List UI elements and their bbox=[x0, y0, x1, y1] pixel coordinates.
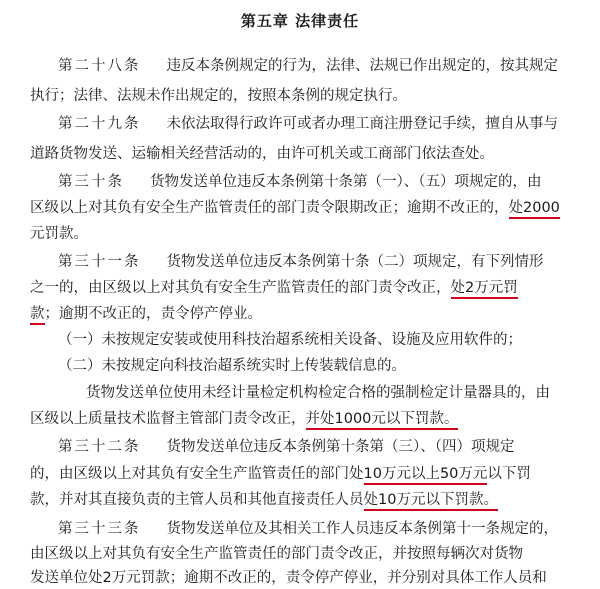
text-line bbox=[30, 408, 458, 430]
text-segment: 货物发送单位及其相关工作人员违反本条例第十一条规定的， bbox=[166, 521, 558, 537]
highlighted-penalty: 处2000 bbox=[509, 200, 560, 219]
text-line: （一）未按规定安装或使用科技治超系统相关设备、设施及应用软件的； bbox=[58, 332, 522, 348]
highlighted-penalty: 处10万元以下罚款。 bbox=[364, 492, 498, 511]
article-number: 第三十一条 bbox=[58, 254, 141, 270]
text-line bbox=[30, 463, 531, 485]
text-line: 执行；法律、法规未作出规定的，按照本条例的规定执行。 bbox=[30, 88, 407, 104]
article-number: 第三十二条 bbox=[58, 439, 141, 455]
highlighted-penalty: 款 bbox=[30, 306, 45, 325]
text-segment: 货物发送单位违反本条例第十条第（三）、（四）项规定 bbox=[166, 439, 515, 455]
text-line bbox=[30, 303, 262, 325]
chapter-title: 第五章 法律责任 bbox=[240, 12, 360, 30]
article-number: 第二十八条 bbox=[58, 58, 141, 74]
text-segment: 货物发送单位违反本条例第十条第（一）、（五）项规定的，由 bbox=[150, 174, 542, 190]
text-segment: 的，由区级以上对其负有安全生产监管责任的部门处 bbox=[30, 466, 364, 482]
text-segment: 以下罚 bbox=[487, 466, 531, 482]
text-line bbox=[58, 55, 558, 77]
highlighted-penalty: 并处1000元以下罚款。 bbox=[306, 411, 459, 430]
text-line bbox=[58, 518, 558, 540]
text-line bbox=[58, 436, 515, 458]
text-segment: 款，并对其直接负责的主管人员和其他直接责任人员 bbox=[30, 492, 364, 508]
text-line bbox=[58, 251, 544, 273]
text-segment: 区级以上对其负有安全生产监管责任的部门责令限期改正；逾期不改正的， bbox=[30, 200, 509, 216]
text-segment: 之一的，由区级以上对其负有安全生产监管责任的部门责令改正， bbox=[30, 280, 451, 296]
article-number: 第三十条 bbox=[58, 174, 124, 190]
text-line bbox=[30, 197, 560, 219]
text-line: （二）未按规定向科技治超系统实时上传装载信息的。 bbox=[58, 358, 406, 374]
text-line bbox=[58, 171, 542, 193]
text-line: 由区级以上对其负有安全生产监管责任的部门责令改正，并按照每辆次对货物 bbox=[30, 546, 523, 562]
text-segment: 货物发送单位违反本条例第十条（二）项规定，有下列情形 bbox=[166, 254, 544, 270]
text-line: 道路货物发送、运输相关经营活动的，由许可机关或工商部门依法查处。 bbox=[30, 146, 494, 162]
text-line: 发送单位处2万元罚款；逾期不改正的，责令停产停业，并分别对具体工作人员和 bbox=[30, 570, 547, 586]
highlighted-penalty: 处2万元罚 bbox=[451, 280, 518, 299]
text-line bbox=[58, 113, 558, 135]
text-segment: 违反本条例规定的行为，法律、法规已作出规定的，按其规定 bbox=[166, 58, 558, 74]
text-segment: ；逾期不改正的，责令停产停业。 bbox=[44, 306, 262, 322]
article-number: 第二十九条 bbox=[58, 116, 141, 132]
text-line: 货物发送单位使用未经计量检定机构检定合格的强制检定计量器具的，由 bbox=[86, 385, 550, 401]
text-segment: 未依法取得行政许可或者办理工商注册登记手续，擅自从事与 bbox=[166, 116, 558, 132]
article-number: 第三十三条 bbox=[58, 521, 141, 537]
text-segment: 区级以上质量技术监督主管部门责令改正， bbox=[30, 411, 306, 427]
text-line: 元罚款。 bbox=[30, 226, 88, 242]
text-line bbox=[30, 489, 498, 511]
highlighted-penalty: 10万元以上50万元 bbox=[364, 466, 488, 485]
text-line bbox=[30, 277, 518, 299]
